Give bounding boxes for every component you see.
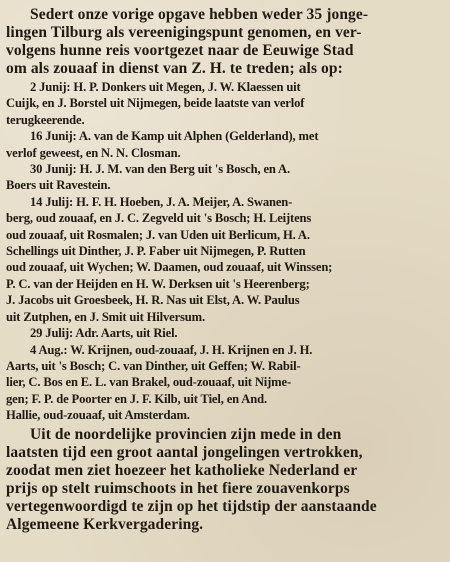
entry-line: uit Zutphen, en J. Smit uit Hilversum. (6, 309, 205, 324)
entry-line: P. C. van der Heijden en H. W. Derksen uit 's Heerenberg; (6, 276, 310, 291)
closing-line: zoodat men ziet hoezeer het katholieke Nederland er (6, 461, 358, 479)
entry-line: verlof geweest, en N. N. Closman. (6, 145, 181, 160)
closing-line: vertegenwoordigd te zijn op het tijdstip der aanstaande (6, 497, 377, 515)
entry-line: Cuijk, en J. Borstel uit Nijmegen, beide laatste van verlof (6, 96, 305, 111)
entry-16-junij (6, 128, 446, 161)
entry-line: 14 Julij: H. F. H. Hoeben, J. A. Meijer, A. Swanen- (30, 194, 293, 209)
entry-line: Boers uit Ravestein. (6, 178, 111, 193)
intro-line: volgens hunne reis voortgezet naar de Eeuwige Stad (6, 42, 354, 59)
entry-line: 30 Junij: H. J. M. van den Berg uit 's Bosch, en A. (30, 162, 290, 177)
entry-line: lier, C. Bos en E. L. van Brakel, oud-zouaaf, uit Nijme- (6, 375, 291, 390)
intro-line: Sedert onze vorige opgave hebben weder 35 jonge- (30, 6, 369, 23)
entry-2-junij (6, 79, 446, 128)
entry-line: 16 Junij: A. van de Kamp uit Alphen (Gelderland), met (30, 129, 319, 144)
closing-paragraph (6, 426, 446, 534)
entry-line: terugkeerende. (6, 112, 85, 127)
entry-line: Schellings uit Dinther, J. P. Faber uit Nijmegen, P. Rutten (6, 244, 306, 259)
closing-line: Algemeene Kerkvergadering. (6, 515, 204, 533)
intro-line: om als zouaaf in dienst van Z. H. te treden; als op: (6, 60, 343, 77)
entry-line: J. Jacobs uit Groesbeek, H. R. Nas uit Elst, A. W. Paulus (6, 293, 300, 308)
entry-line: Hallie, oud-zouaaf, uit Amsterdam. (6, 408, 190, 423)
entry-line: 4 Aug.: W. Krijnen, oud-zouaaf, J. H. Krijnen en J. H. (30, 342, 313, 357)
entry-4-aug (6, 342, 446, 424)
intro-line: lingen Tilburg als vereenigingspunt genomen, en ver- (6, 24, 362, 41)
entry-line: berg, oud zouaaf, en J. C. Zegveld uit 's Bosch; H. Leijtens (6, 211, 312, 226)
entry-29-julij (6, 325, 446, 341)
entry-line: 2 Junij: H. P. Donkers uit Megen, J. W. Klaessen uit (30, 80, 301, 94)
closing-line: prijs op stelt ruimschoots in het fiere zouavenkorps (6, 479, 350, 497)
entry-line: gen; F. P. de Poorter en J. F. Kilb, uit Tiel, en And. (6, 391, 267, 406)
closing-line: laatsten tijd een groot aantal jongelingen vertrokken, (6, 443, 363, 461)
entry-line: 29 Julij: Adr. Aarts, uit Riel. (30, 326, 178, 341)
entry-line: oud zouaaf, uit Wychen; W. Daamen, oud zouaaf, uit Winssen; (6, 260, 333, 275)
intro-paragraph (6, 6, 446, 78)
entry-line: oud zouaaf, uit Rosmalen; J. van Uden uit Berlicum, H. A. (6, 227, 310, 242)
closing-line: Uit de noordelijke provincien zijn mede in den (30, 425, 342, 443)
entry-14-julij (6, 194, 446, 325)
entry-30-junij (6, 161, 446, 194)
entry-line: Aarts, uit 's Bosch; C. van Dinther, uit Geffen; W. Rabil- (6, 358, 301, 373)
